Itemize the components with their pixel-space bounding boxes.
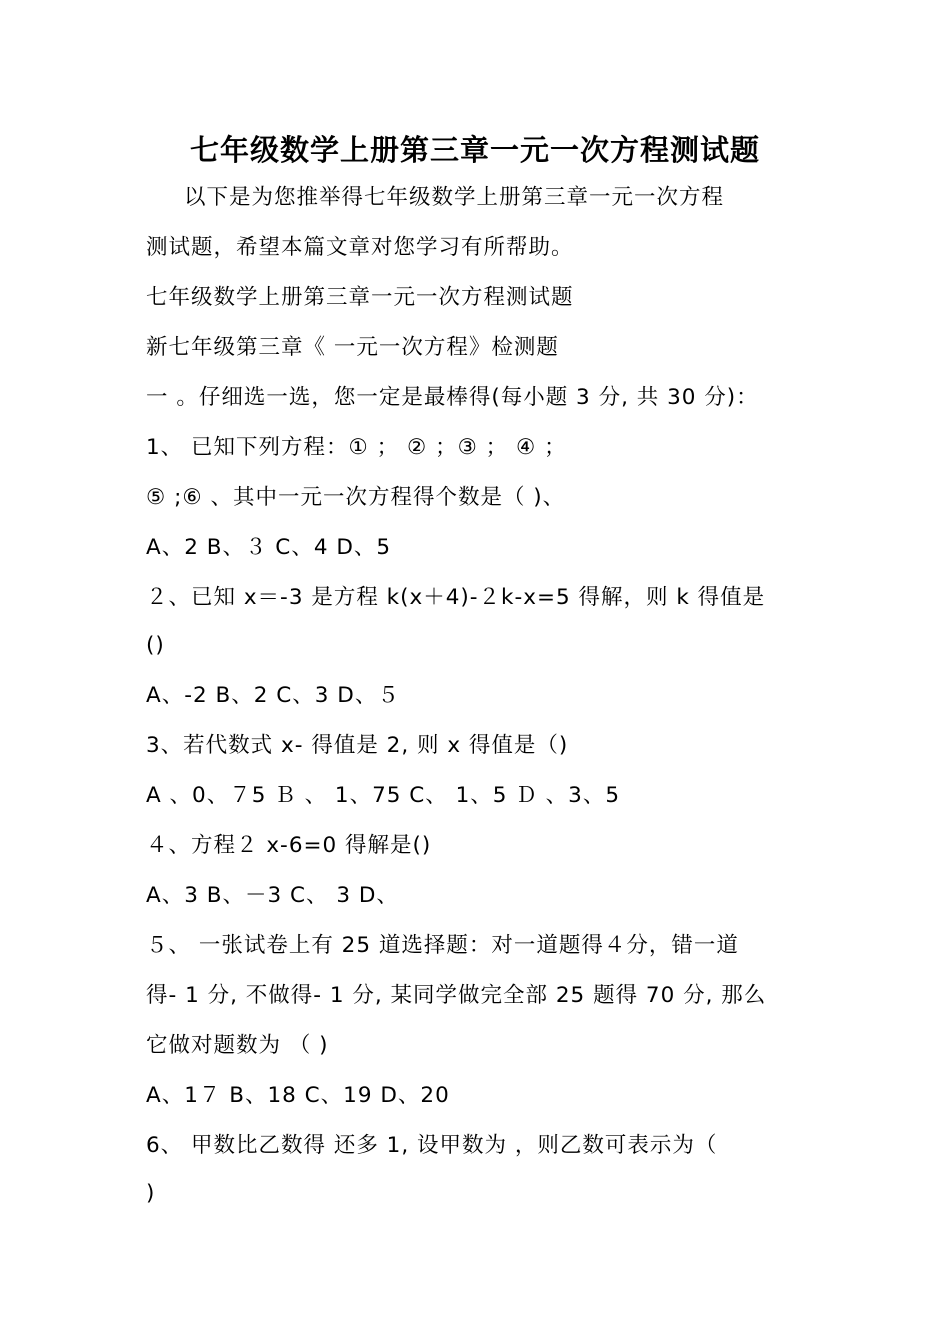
question-4-line: ４、方程２ x-6=0 得解是() [146,833,432,858]
document-title: 七年级数学上册第三章一元一次方程测试题 [189,133,760,167]
question-5-line-2: 得- 1 分, 不做得- 1 分, 某同学做完全部 25 题得 70 分, 那么 [146,983,767,1008]
intro-line-1: 以下是为您推举得七年级数学上册第三章一元一次方程 [184,185,725,210]
subtitle-line: 七年级数学上册第三章一元一次方程测试题 [146,285,574,310]
section-title: 新七年级第三章《 一元一次方程》检测题 [146,335,559,360]
question-6-line-2: ) [146,1181,156,1206]
question-4-options: A、3 B、－3 C、 3 D、 [146,883,399,908]
part-one-heading: 一 。仔细选一选，您一定是最棒得(每小题 3 分, 共 30 分)： [146,385,759,410]
question-3-line: 3、若代数式 x- 得值是 2, 则 x 得值是（) [146,733,569,758]
question-6-line-1: 6、 甲数比乙数得 还多 1, 设甲数为 ，则乙数可表示为（ [146,1133,718,1158]
intro-line-2: 测试题，希望本篇文章对您学习有所帮助。 [146,235,574,260]
question-2-options: A、-2 B、2 C、3 D、５ [146,683,400,708]
question-2-line-2: () [146,633,165,658]
question-1-line-1: 1、 已知下列方程：① ； ② ；③ ； ④ ； [146,435,567,460]
question-2-line-1: ２、已知 x＝-3 是方程 k(x＋4)-２k-x=5 得解，则 k 得值是 [146,585,766,610]
question-3-options: A 、0、７5 Ｂ 、 1、75 C、 1、5 Ｄ 、3、5 [146,783,621,808]
question-5-line-3: 它做对题数为 （ ) [146,1033,329,1058]
question-1-options: A、2 B、３ C、4 D、5 [146,535,392,560]
question-1-line-2: ⑤ ;⑥ 、其中一元一次方程得个数是（ )、 [146,485,566,510]
question-5-line-1: ５、 一张试卷上有 25 道选择题：对一道题得４分，错一道 [146,933,739,958]
question-5-options: A、1７ B、18 C、19 D、20 [146,1083,450,1108]
